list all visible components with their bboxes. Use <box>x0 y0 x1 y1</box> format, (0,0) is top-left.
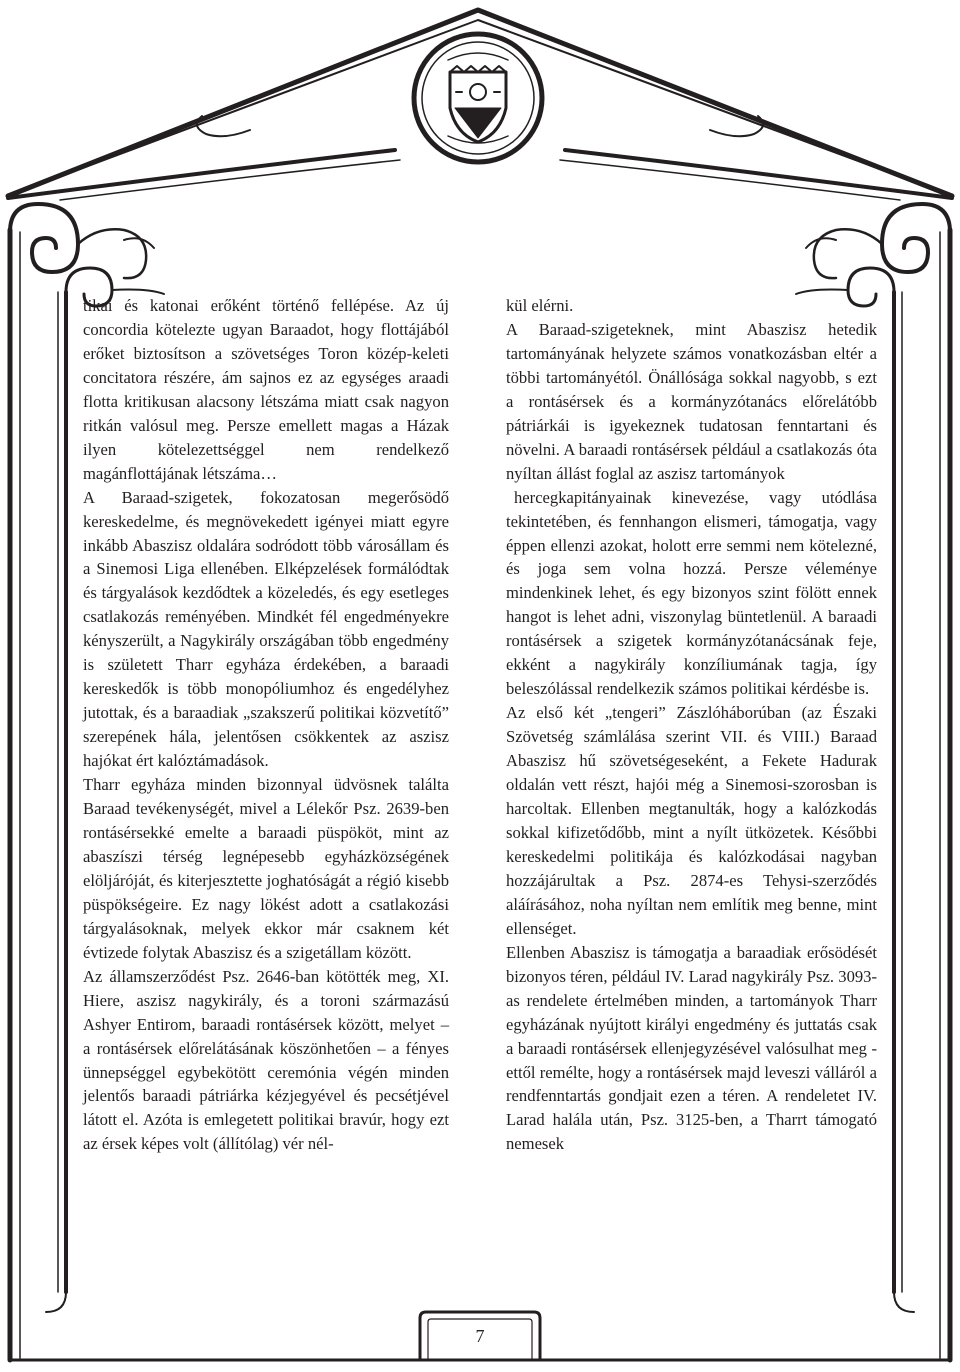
emblem-seal <box>414 34 542 162</box>
paragraph: Az első két „tengeri” Zászlóháborúban (az Északi Szövetség számlálása szerint VII. és VIII.) Baraad Abaszisz hű szövetségeseként, a Fekete Hadurak oldalán vett részt, hajói még a Sinemosi-szorosban is harcoltak. Ellenben megtanulták, hogy a kalózkodás sokkal kifizetődőbb, mint a nyílt ütközetek. Későbbi kereskedelmi politikája és kalózkodásai nagyban hozzájárultak a Psz. 2874-es Tehysi-szerződés aláírásához, noha nyíltan nem említik meg benne, mint ellenséget. <box>506 703 877 938</box>
paragraph: Tharr egyháza minden bizonnyal üdvösnek találta Baraad tevékenységét, mivel a Lélekőr Psz. 2639-ben rontásérsekké emelte a baraadi püspököt, mint az abaszíszi térség legnépesebb egyházközségének elöljáróját, és kiterjesztette joghatóságát a régió kisebb püspökségeire. Ez nagy lökést adott a csatlakozási tárgyalásoknak, melyek ekkor már csaknem két évtizede folytak Abaszisz és a szigetállam között. <box>83 775 449 962</box>
paragraph: Ellenben Abaszisz is támogatja a baraadiak erősödését bizonyos téren, például IV. Larad nagykirály Psz. 3093-as rendelete értelmében minden, a tartományok Tharr egyházának nyújtott királyi engedmény és juttatás csak a baraadi rontásérsek ellenjegyzésével valósulhat meg - ettől remélte, hogy a rontásérsek majd leveszi válláról a rendfenntartás gondjait ezen a téren. A rendeletet IV. Larad halála után, Psz. 3125-ben, a Tharrt támogató nemesek <box>506 942 877 1154</box>
left-text-column <box>83 294 449 1156</box>
paragraph: kül elérni. <box>506 296 574 315</box>
right-text-column <box>506 294 877 1156</box>
page-number: 7 <box>475 1326 485 1346</box>
paragraph: A Baraad-szigeteknek, mint Abaszisz hetedik tartományának helyzete számos vonatkozásban eltér a többi tartományétól. Önállósága sokkal nagyobb, s ezt a rontásérsek és a kormányzótanács előrelátóbb pátriárkái is igyekeznek tudatosan fenntartani és növelni. A baraadi rontásérsek például a csatlakozás óta nyíltan állást foglal az aszisz tartományok <box>506 319 877 483</box>
paragraph: A Baraad-szigetek, fokozatosan megerősödő kereskedelme, és megnövekedett igényei miatt egyre inkább Abaszisz oldalára sodródott több városállam és a Sinemosi Liga ellenében. Elképzelések formálódtak és tárgyalások kezdődtek a közeledés, és egy esetleges csatlakozás reményében. Mindkét fél engedményekre kényszerült, a Nagykirály országában több engedmény is született Tharr egyháza érdekében, a baraadi kereskedők is több monopóliumhoz és engedélyhez jutottak, és a baraadiak „szakszerű politikai közvetítő” szerepének hála, jelentősen csökkentek az aszisz hajókat ért kalóztámadások. <box>83 487 449 771</box>
paragraph: tikai és katonai erőként történő fellépése. Az új concordia kötelezte ugyan Baraadot, hogy flottájából erőket biztosítson a szövetséges Toron közép-keleti concitatora részére, ám sajnos ez az egységes araadi flotta kritikusan alacsony létszáma miatt csak nagyon ritkán valósul meg. Persze emellett magas a Házak ilyen kötelezettséggel nem rendelkező magánflottájának létszáma… <box>83 296 449 483</box>
paragraph: hercegkapitányainak kinevezése, vagy utódlása tekintetében, és fennhangon elismeri, támogatja, vagy éppen ellenzi azokat, holott erre semmi nem kötelezné, és joga sem volna hozzá. Persze véleménye mindenkinek lehet, és egy bizonyos szint fölött ennek hangot is lehet adni, viszonylag büntetlenül. A baraadi rontásérsek a szigetek kormányzótanácsának feje, ekként a nagykirály konzíliumának tagja, így beleszólással rendelkezik számos politikai kérdésbe is. <box>506 487 877 699</box>
paragraph: Az államszerződést Psz. 2646-ban kötötték meg, XI. Hiere, aszisz nagykirály, és a toroni származású Ashyer Entirom, baraadi rontásérsek között, melyet – a rontásérsek előrelátásának köszönhetően – a fényes ünnepséggel egybekötött ceremónia végén minden jelentős baraadi pátriárka kézjegyével és pecsétjével látott el. Azóta is emlegetett politikai bravúr, hogy ezt az érsek képes volt (állítólag) vér nél- <box>83 966 449 1154</box>
pediment <box>8 10 952 200</box>
